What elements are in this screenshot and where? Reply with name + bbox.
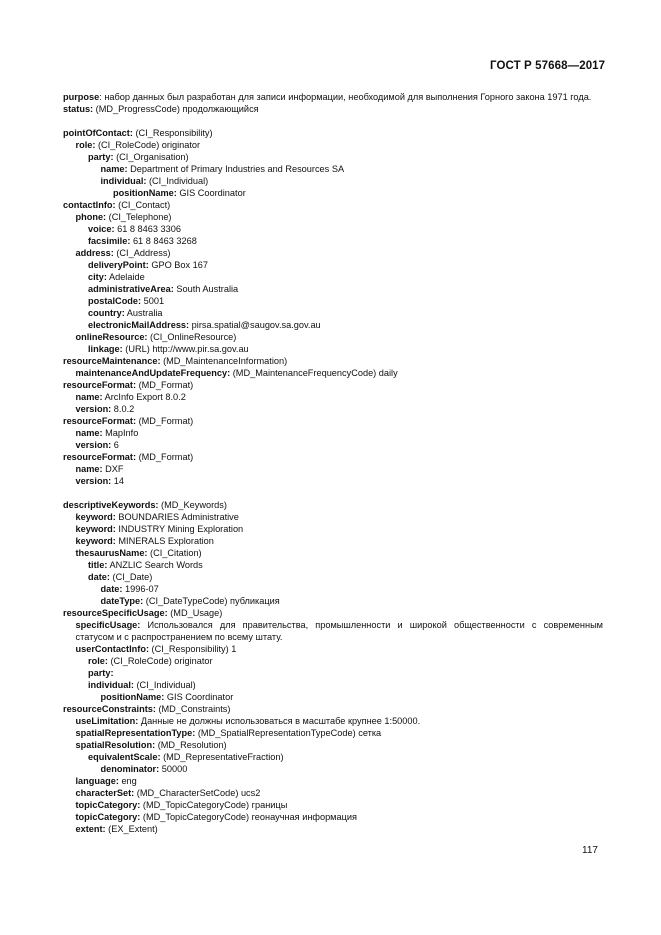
metadata-key: resourceConstraints:: [63, 704, 156, 714]
metadata-line: [63, 571, 603, 583]
metadata-line: [63, 715, 603, 727]
metadata-value: (CI_Address): [113, 248, 171, 258]
metadata-key: useLimitation:: [75, 716, 139, 726]
metadata-key: dateType:: [100, 596, 144, 606]
metadata-line: [63, 679, 603, 691]
metadata-value: 14: [111, 476, 125, 486]
metadata-line: [63, 439, 603, 451]
metadata-line: [63, 811, 603, 823]
metadata-line: [63, 607, 603, 619]
metadata-value: DXF: [102, 464, 124, 474]
document-header-standard: ГОСТ Р 57668—2017: [490, 60, 606, 72]
metadata-key: resourceFormat:: [63, 452, 137, 462]
metadata-line: [63, 319, 603, 331]
metadata-line: [63, 199, 603, 211]
metadata-line: [63, 379, 603, 391]
metadata-line: [63, 619, 603, 643]
metadata-key: date:: [88, 572, 110, 582]
metadata-line: [63, 511, 603, 523]
metadata-key: voice:: [88, 224, 115, 234]
metadata-key: contactInfo:: [63, 200, 116, 210]
metadata-value: (MD_Format): [136, 380, 194, 390]
metadata-key: administrativeArea:: [88, 284, 174, 294]
metadata-key: title:: [88, 560, 108, 570]
metadata-key: positionName:: [100, 692, 165, 702]
metadata-key: name:: [75, 464, 103, 474]
metadata-key: userContactInfo:: [75, 644, 149, 654]
metadata-value: (CI_Date): [109, 572, 153, 582]
metadata-key: resourceSpecificUsage:: [63, 608, 168, 618]
metadata-line: [63, 427, 603, 439]
metadata-value: Adelaide: [106, 272, 145, 282]
metadata-line: [63, 103, 603, 115]
metadata-key: name:: [75, 428, 103, 438]
metadata-key: address:: [75, 248, 114, 258]
metadata-value: (MD_MaintenanceFrequencyCode) daily: [230, 368, 398, 378]
metadata-key: pointOfContact:: [63, 128, 133, 138]
metadata-key: facsimile:: [88, 236, 131, 246]
metadata-line: [63, 127, 603, 139]
metadata-key: version:: [75, 476, 112, 486]
metadata-value: (MD_Usage): [167, 608, 223, 618]
metadata-value: MapInfo: [102, 428, 139, 438]
metadata-line: [63, 799, 603, 811]
metadata-key: topicCategory:: [75, 800, 141, 810]
metadata-line: [63, 451, 603, 463]
metadata-key: keyword:: [75, 512, 116, 522]
metadata-key: version:: [75, 404, 112, 414]
metadata-key: language:: [75, 776, 119, 786]
metadata-value: (MD_CharacterSetCode) ucs2: [134, 788, 261, 798]
metadata-line: [63, 499, 603, 511]
metadata-line: [63, 463, 603, 475]
metadata-value: (CI_RoleCode) originator: [107, 656, 213, 666]
metadata-value: (CI_Responsibility): [132, 128, 213, 138]
metadata-value: 8.0.2: [111, 404, 135, 414]
metadata-value: (CI_Individual): [133, 680, 196, 690]
metadata-line: [63, 403, 603, 415]
metadata-value: (MD_Keywords): [158, 500, 227, 510]
metadata-line: [63, 139, 603, 151]
metadata-line: [63, 247, 603, 259]
metadata-line: [63, 559, 603, 571]
blank-line: [63, 115, 603, 127]
metadata-key: onlineResource:: [75, 332, 148, 342]
metadata-line: [63, 691, 603, 703]
metadata-key: spatialResolution:: [75, 740, 156, 750]
metadata-value: MINERALS Exploration: [115, 536, 214, 546]
metadata-key: keyword:: [75, 524, 116, 534]
metadata-value: 50000: [159, 764, 188, 774]
metadata-value: (CI_Citation): [147, 548, 202, 558]
metadata-line: [63, 475, 603, 487]
metadata-value: Использовался для правительства, промышленности и широкой общественности с современным статусом и с распространением по всему штату.: [75, 620, 603, 642]
metadata-key: electronicMailAddress:: [88, 320, 190, 330]
metadata-value: GPO Box 167: [148, 260, 209, 270]
metadata-line: [63, 331, 603, 343]
metadata-key: deliveryPoint:: [88, 260, 149, 270]
metadata-key: maintenanceAndUpdateFrequency:: [75, 368, 231, 378]
metadata-key: party:: [88, 668, 114, 678]
metadata-line: [63, 91, 603, 103]
metadata-line: [63, 187, 603, 199]
metadata-value: GIS Coordinator: [176, 188, 246, 198]
metadata-key: extent:: [75, 824, 106, 834]
metadata-key: country:: [88, 308, 125, 318]
metadata-value: (EX_Extent): [105, 824, 158, 834]
metadata-line: [63, 271, 603, 283]
metadata-value: (CI_DateTypeCode) публикация: [143, 596, 280, 606]
metadata-line: [63, 295, 603, 307]
metadata-value: (MD_Constraints): [155, 704, 231, 714]
metadata-line: [63, 643, 603, 655]
metadata-line: [63, 235, 603, 247]
metadata-key: date:: [100, 584, 123, 594]
metadata-line: [63, 787, 603, 799]
metadata-value: 61 8 8463 3268: [130, 236, 197, 246]
metadata-key: resourceFormat:: [63, 416, 137, 426]
metadata-line: [63, 415, 603, 427]
metadata-value: ANZLIC Search Words: [107, 560, 203, 570]
metadata-key: spatialRepresentationType:: [75, 728, 196, 738]
metadata-value: (CI_Contact): [115, 200, 171, 210]
metadata-line: [63, 667, 603, 679]
metadata-value: (MD_Format): [136, 452, 194, 462]
metadata-line: [63, 223, 603, 235]
metadata-line: [63, 535, 603, 547]
metadata-value: (CI_RoleCode) originator: [95, 140, 201, 150]
metadata-key: purpose: [63, 92, 100, 102]
metadata-line: [63, 391, 603, 403]
metadata-value: (CI_Individual): [146, 176, 209, 186]
metadata-value: BOUNDARIES Administrative: [115, 512, 239, 522]
metadata-key: characterSet:: [75, 788, 135, 798]
metadata-value: 1996-07: [122, 584, 159, 594]
metadata-key: resourceMaintenance:: [63, 356, 161, 366]
metadata-key: equivalentScale:: [88, 752, 161, 762]
metadata-key: party:: [88, 152, 114, 162]
metadata-key: denominator:: [100, 764, 160, 774]
metadata-listing: [63, 91, 603, 835]
metadata-value: (MD_Format): [136, 416, 194, 426]
metadata-key: individual:: [100, 176, 147, 186]
metadata-value: 5001: [141, 296, 165, 306]
metadata-key: resourceFormat:: [63, 380, 137, 390]
metadata-line: [63, 703, 603, 715]
metadata-key: name:: [75, 392, 103, 402]
metadata-line: [63, 211, 603, 223]
metadata-line: [63, 343, 603, 355]
metadata-key: role:: [75, 140, 96, 150]
metadata-value: Australia: [124, 308, 163, 318]
metadata-value: : набор данных был разработан для записи информации, необходимой для выполнения Горного закона 1971 года.: [99, 92, 592, 102]
metadata-value: pirsa.spatial@saugov.sa.gov.au: [189, 320, 321, 330]
metadata-value: ArcInfo Export 8.0.2: [102, 392, 186, 402]
metadata-value: (MD_ProgressCode) продолжающийся: [93, 104, 259, 114]
metadata-value: (URL) http://www.pir.sa.gov.au: [122, 344, 249, 354]
metadata-line: [63, 283, 603, 295]
metadata-line: [63, 775, 603, 787]
metadata-value: (MD_TopicCategoryCode) геонаучная информация: [140, 812, 357, 822]
metadata-value: (CI_OnlineResource): [147, 332, 237, 342]
metadata-key: version:: [75, 440, 112, 450]
blank-line: [63, 487, 603, 499]
metadata-value: 61 8 8463 3306: [114, 224, 181, 234]
metadata-line: [63, 823, 603, 835]
metadata-line: [63, 655, 603, 667]
metadata-line: [63, 763, 603, 775]
metadata-line: [63, 307, 603, 319]
metadata-value: (MD_Resolution): [155, 740, 227, 750]
metadata-line: [63, 523, 603, 535]
metadata-line: [63, 163, 603, 175]
metadata-value: Данные не должны использоваться в масштабе крупнее 1:50000.: [138, 716, 421, 726]
metadata-value: (MD_TopicCategoryCode) границы: [140, 800, 288, 810]
metadata-line: [63, 367, 603, 379]
metadata-line: [63, 583, 603, 595]
metadata-line: [63, 751, 603, 763]
metadata-key: postalCode:: [88, 296, 142, 306]
metadata-line: [63, 739, 603, 751]
metadata-key: topicCategory:: [75, 812, 141, 822]
metadata-key: city:: [88, 272, 107, 282]
metadata-key: thesaurusName:: [75, 548, 148, 558]
metadata-value: 6: [111, 440, 119, 450]
metadata-line: [63, 727, 603, 739]
metadata-key: phone:: [75, 212, 107, 222]
metadata-value: (MD_SpatialRepresentationTypeCode) сетка: [195, 728, 382, 738]
metadata-key: name:: [100, 164, 128, 174]
metadata-key: role:: [88, 656, 108, 666]
metadata-line: [63, 259, 603, 271]
metadata-value: (CI_Responsibility) 1: [149, 644, 237, 654]
metadata-value: eng: [118, 776, 137, 786]
metadata-key: individual:: [88, 680, 134, 690]
metadata-value: INDUSTRY Mining Exploration: [115, 524, 244, 534]
metadata-key: linkage:: [88, 344, 123, 354]
metadata-line: [63, 355, 603, 367]
metadata-key: positionName:: [113, 188, 177, 198]
metadata-value: GIS Coordinator: [164, 692, 234, 702]
metadata-line: [63, 547, 603, 559]
metadata-key: keyword:: [75, 536, 116, 546]
page-number: 117: [582, 845, 598, 856]
metadata-value: Department of Primary Industries and Resources SA: [127, 164, 345, 174]
metadata-value: South Australia: [173, 284, 239, 294]
metadata-key: descriptiveKeywords:: [63, 500, 159, 510]
metadata-value: (CI_Telephone): [106, 212, 172, 222]
metadata-line: [63, 175, 603, 187]
metadata-line: [63, 595, 603, 607]
metadata-key: status:: [63, 104, 94, 114]
metadata-value: (MD_MaintenanceInformation): [160, 356, 288, 366]
metadata-key: specificUsage:: [75, 620, 141, 630]
metadata-value: (CI_Organisation): [113, 152, 189, 162]
metadata-line: [63, 151, 603, 163]
metadata-value: (MD_RepresentativeFraction): [160, 752, 284, 762]
